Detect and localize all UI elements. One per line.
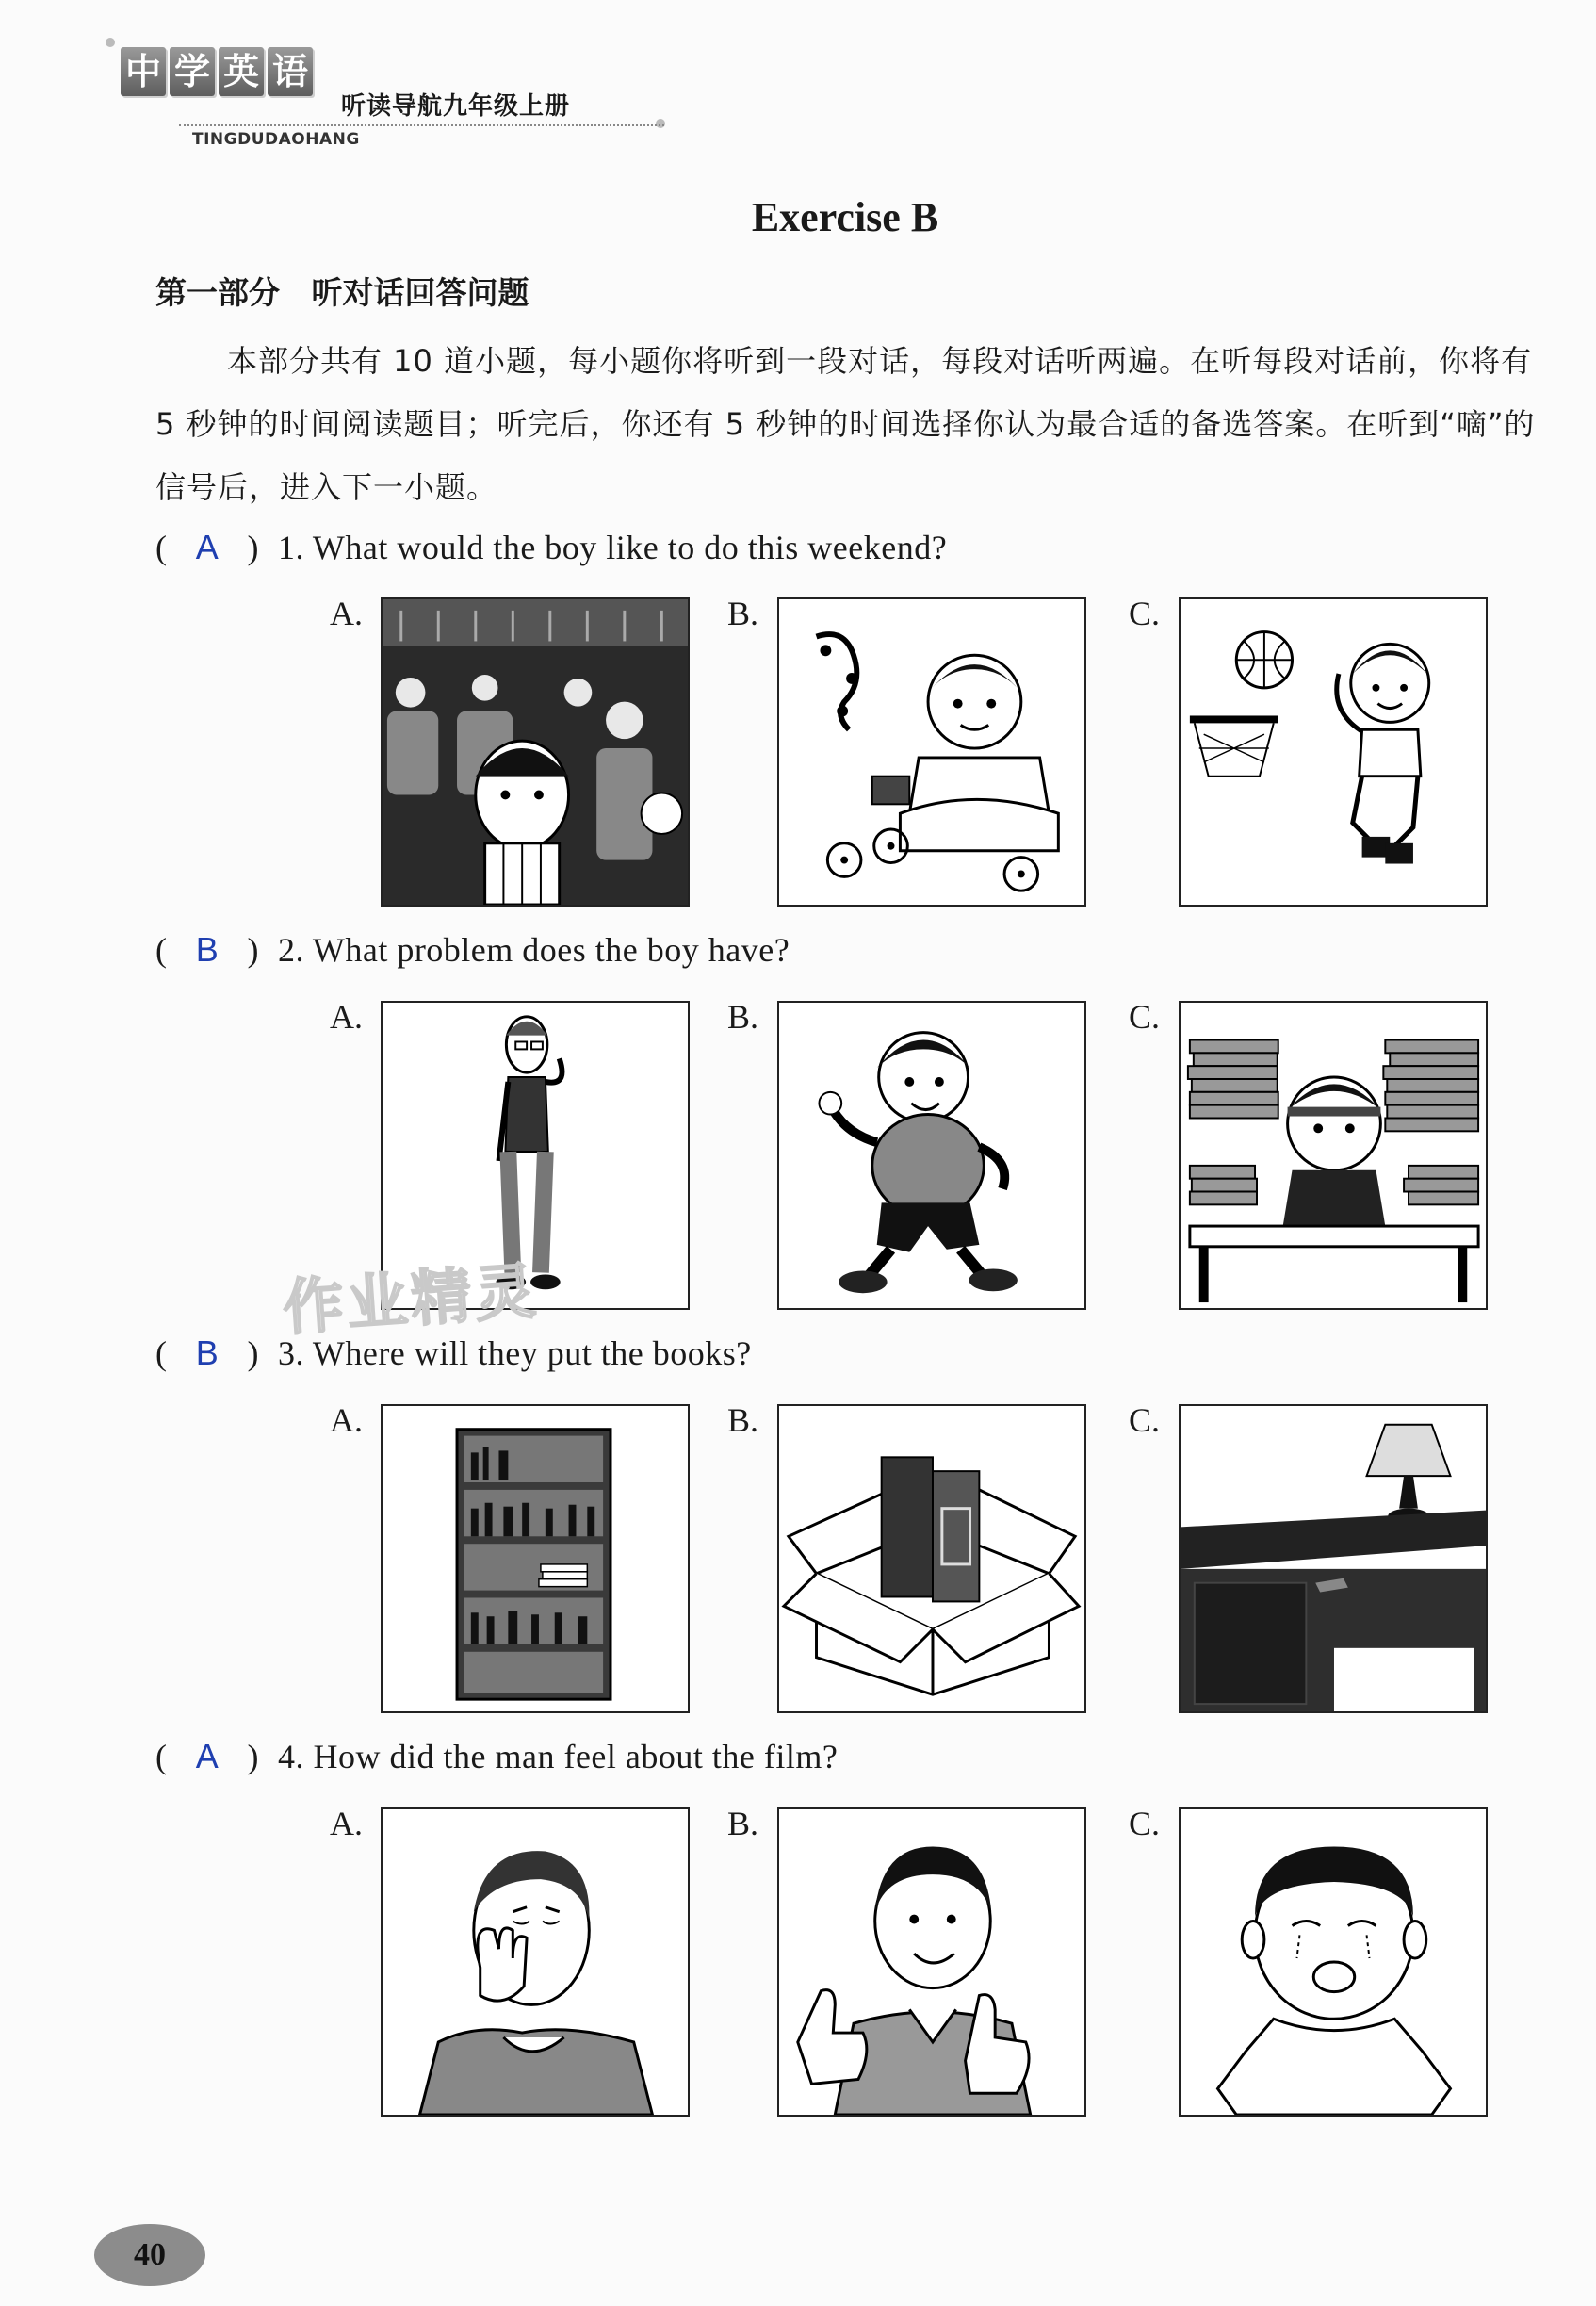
book-subtitle: 听读导航九年级上册	[341, 92, 571, 121]
option-label: A.	[330, 998, 363, 1036]
question-3: ( B ) 3. Where will they put the books?	[155, 1333, 752, 1372]
section-instructions: 本部分共有 10 道小题，每小题你将听到一段对话，每段对话听两遍。在听每段对话前，你将有 5 秒钟的时间阅读题目；听完后，你还有 5 秒钟的时间选择你认为最合适的备选答案。在听到“嘀”的信号后，进入下一小题。	[155, 343, 1536, 505]
logo-char: 学	[170, 47, 215, 96]
bookshelf-icon	[383, 1406, 688, 1711]
option-label: A.	[330, 1401, 363, 1439]
option-label: B.	[727, 1805, 759, 1842]
question-text: What would the boy like to do this weekend?	[312, 529, 948, 566]
question-text: What problem does the boy have?	[312, 931, 790, 969]
option-a-picture[interactable]	[381, 1404, 690, 1713]
option-label: B.	[727, 1401, 759, 1439]
option-b-picture[interactable]	[777, 1001, 1086, 1310]
option-label: C.	[1129, 1401, 1161, 1439]
logo-char: 中	[121, 47, 166, 96]
crying-boy-icon	[1181, 1809, 1486, 2115]
question-1: ( A ) 1. What would the boy like to do this weekend?	[155, 528, 948, 566]
page-number: 40	[94, 2224, 205, 2286]
question-text: Where will they put the books?	[312, 1334, 752, 1372]
decorative-dot	[656, 119, 665, 128]
question-2: ( B ) 2. What problem does the boy have?	[155, 930, 790, 969]
answer-mark: B	[195, 930, 220, 969]
basketball-icon	[1181, 599, 1486, 905]
overweight-boy-icon	[779, 1003, 1084, 1308]
box-of-books-icon	[779, 1406, 1084, 1711]
option-label: C.	[1129, 998, 1161, 1036]
question-number: 2.	[278, 931, 304, 969]
option-c-picture[interactable]	[1179, 597, 1488, 907]
section-heading	[155, 269, 550, 313]
question-number: 4.	[278, 1738, 304, 1775]
section-name: 听对话回答问题	[311, 274, 529, 311]
series-logo	[121, 47, 317, 96]
question-number: 3.	[278, 1334, 304, 1372]
option-a-picture[interactable]	[381, 1807, 690, 2117]
option-c-picture[interactable]	[1179, 1404, 1488, 1713]
book-latin-title: TINGDUDAOHANG	[192, 130, 360, 149]
question-4: ( A ) 4. How did the man feel about the film?	[155, 1737, 839, 1775]
section-part: 第一部分	[155, 274, 280, 311]
exercise-title: Exercise B	[751, 194, 939, 240]
question-text: How did the man feel about the film?	[313, 1738, 839, 1775]
option-b-picture[interactable]	[777, 1807, 1086, 2117]
answer-mark: A	[195, 1737, 220, 1775]
answer-mark: B	[195, 1333, 220, 1372]
option-b-picture[interactable]	[777, 1404, 1086, 1713]
option-label: A.	[330, 1805, 363, 1842]
header-divider	[179, 124, 664, 126]
option-label: A.	[330, 595, 363, 632]
option-a-picture[interactable]	[381, 597, 690, 907]
desk-lamp-icon	[1181, 1406, 1486, 1711]
option-label: B.	[727, 998, 759, 1036]
option-label: B.	[727, 595, 759, 632]
watermark: 作业精灵	[281, 1256, 542, 1345]
logo-char: 英	[219, 47, 264, 96]
yawning-man-icon	[383, 1809, 688, 2115]
decorative-dot	[106, 38, 115, 47]
cinema-popcorn-icon	[383, 599, 688, 905]
logo-char: 语	[268, 47, 313, 96]
answer-mark: A	[195, 528, 220, 566]
option-label: C.	[1129, 595, 1161, 632]
music-listening-icon	[779, 599, 1084, 905]
option-label: C.	[1129, 1805, 1161, 1842]
option-b-picture[interactable]	[777, 597, 1086, 907]
option-c-picture[interactable]	[1179, 1001, 1488, 1310]
question-number: 1.	[278, 529, 304, 566]
thumbs-up-man-icon	[779, 1809, 1084, 2115]
option-c-picture[interactable]	[1179, 1807, 1488, 2117]
books-pile-icon	[1181, 1003, 1486, 1308]
